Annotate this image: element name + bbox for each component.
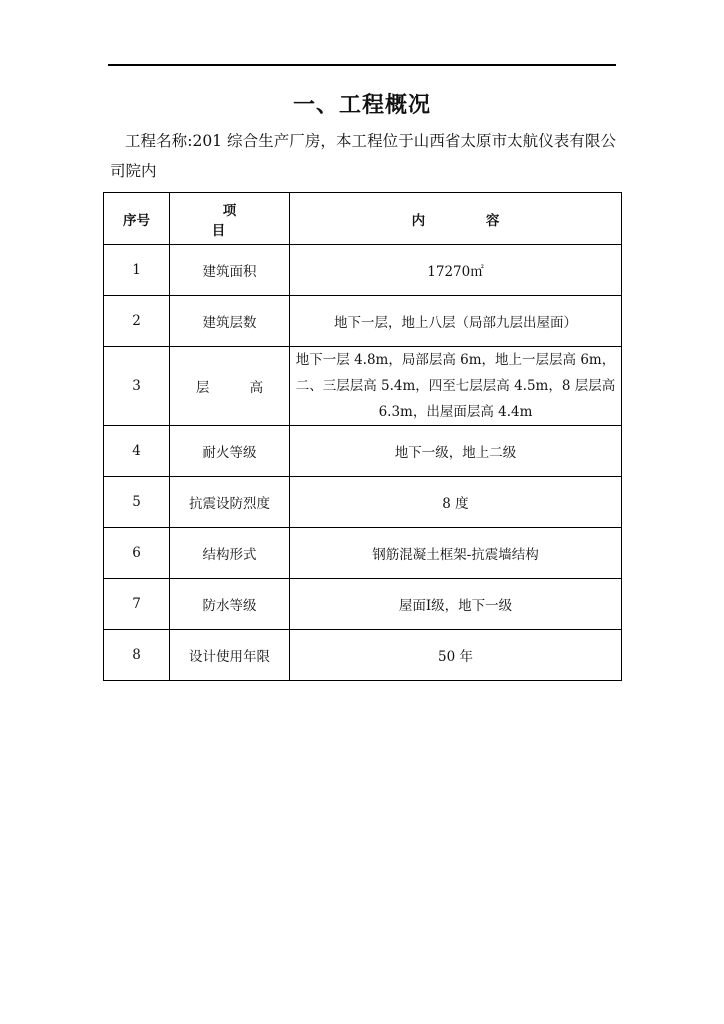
table-row <box>104 630 622 681</box>
table-row <box>104 245 622 296</box>
section-title: 一、工程概况 <box>292 93 431 118</box>
row-item: 建筑面积 <box>170 245 290 296</box>
row-item: 防水等级 <box>170 579 290 630</box>
row-no: 4 <box>104 426 170 477</box>
row-content: 地下一级，地上二级 <box>290 426 622 477</box>
row-no: 3 <box>104 347 170 426</box>
table-row <box>104 296 622 347</box>
project-overview-table <box>103 192 622 681</box>
table-row <box>104 426 622 477</box>
row-content: 屋面Ⅰ级，地下一级 <box>290 579 622 630</box>
row-content: 地下一层 4.8m，局部层高 6m，地上一层层高 6m，二、三层层高 5.4m，四至七层层高 4.5m，8 层层高 6.3m，出屋面层高 4.4m <box>290 347 622 426</box>
row-item: 结构形式 <box>170 528 290 579</box>
table-row <box>104 347 622 426</box>
row-no: 6 <box>104 528 170 579</box>
row-no: 1 <box>104 245 170 296</box>
table-row <box>104 477 622 528</box>
table-row <box>104 528 622 579</box>
row-no: 7 <box>104 579 170 630</box>
row-content: 钢筋混凝土框架-抗震墙结构 <box>290 528 622 579</box>
row-item: 抗震设防烈度 <box>170 477 290 528</box>
row-item: 设计使用年限 <box>170 630 290 681</box>
row-item: 建筑层数 <box>170 296 290 347</box>
table-row <box>104 579 622 630</box>
row-content: 地下一层，地上八层（局部九层出屋面） <box>290 296 622 347</box>
row-item: 耐火等级 <box>170 426 290 477</box>
row-no: 2 <box>104 296 170 347</box>
row-content: 50 年 <box>290 630 622 681</box>
row-no: 8 <box>104 630 170 681</box>
header-rule <box>108 64 616 66</box>
row-item <box>170 347 290 426</box>
row-item-label: 层 高 <box>195 380 282 396</box>
header-item <box>170 193 290 245</box>
header-item-label: 项 目 <box>211 202 259 239</box>
table-header-row <box>104 193 622 245</box>
header-content-label: 内 容 <box>411 212 528 229</box>
project-intro-paragraph: 工程名称:201 综合生产厂房，本工程位于山西省太原市太航仪表有限公司院内 <box>110 132 616 180</box>
header-content <box>290 193 622 245</box>
header-no: 序号 <box>104 193 170 245</box>
row-no: 5 <box>104 477 170 528</box>
row-content: 8 度 <box>290 477 622 528</box>
row-content: 17270㎡ <box>290 245 622 296</box>
